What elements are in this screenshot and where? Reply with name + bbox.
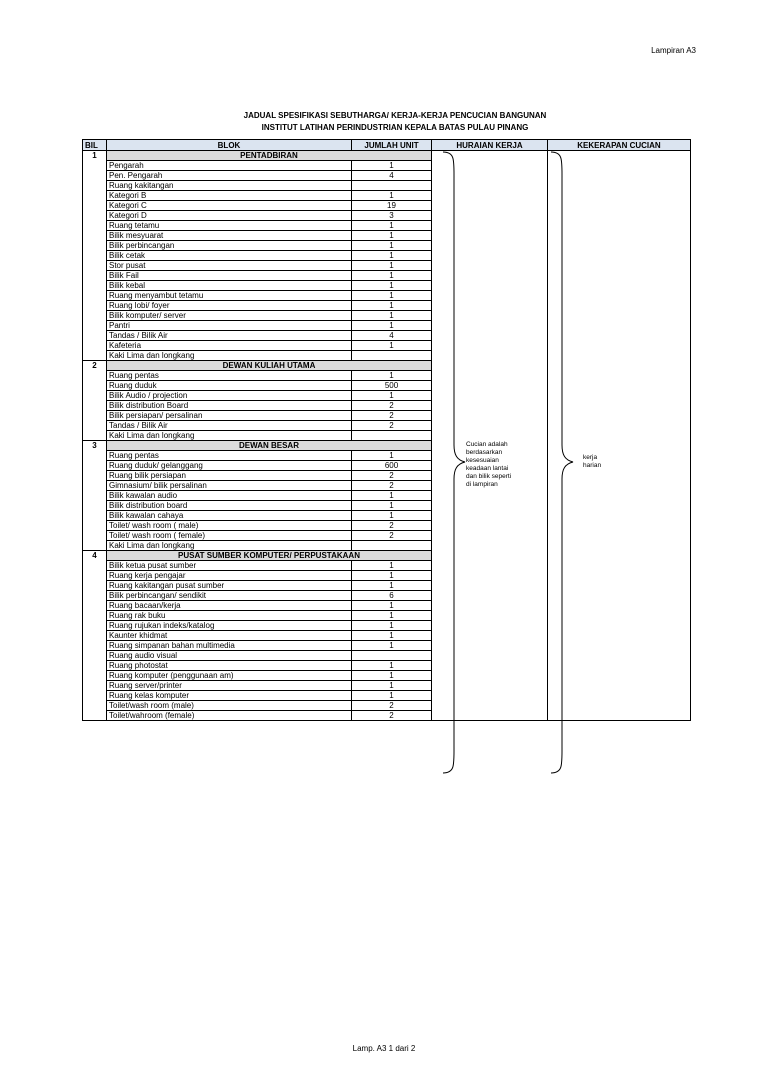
table-row <box>83 281 691 291</box>
section-number: 3 <box>83 441 107 451</box>
bil-cell <box>83 611 107 621</box>
bil-cell <box>83 531 107 541</box>
section-title: PENTADBIRAN <box>107 151 432 161</box>
kekerapan-note-line: kerja <box>583 454 598 461</box>
bil-cell <box>83 161 107 171</box>
column-header-blok: BLOK <box>107 140 352 151</box>
table-row <box>83 431 691 441</box>
column-header-jumlah-unit: JUMLAH UNIT <box>352 140 432 151</box>
unit-count: 2 <box>352 481 432 491</box>
unit-count: 1 <box>352 301 432 311</box>
unit-count: 1 <box>352 501 432 511</box>
room-name: Ruang kelas komputer <box>107 691 352 701</box>
bil-cell <box>83 381 107 391</box>
room-name: Pengarah <box>107 161 352 171</box>
room-name: Bilik cetak <box>107 251 352 261</box>
room-name: Bilik distribution Board <box>107 401 352 411</box>
room-name: Toilet/wahroom (female) <box>107 711 352 721</box>
table-row <box>83 391 691 401</box>
room-name: Ruang simpanan bahan multimedia <box>107 641 352 651</box>
room-name: Bilik ketua pusat sumber <box>107 561 352 571</box>
room-name: Tandas / Bilik Air <box>107 331 352 341</box>
unit-count: 4 <box>352 171 432 181</box>
room-name: Kafeteria <box>107 341 352 351</box>
unit-count: 6 <box>352 591 432 601</box>
kekerapan-note-line: harian <box>583 462 602 469</box>
table-row <box>83 541 691 551</box>
table-row <box>83 621 691 631</box>
table-row <box>83 211 691 221</box>
unit-count: 1 <box>352 641 432 651</box>
unit-count: 19 <box>352 201 432 211</box>
table-row <box>83 311 691 321</box>
bil-cell <box>83 641 107 651</box>
room-name: Kaunter khidmat <box>107 631 352 641</box>
section-title: DEWAN BESAR <box>107 441 432 451</box>
room-name: Ruang duduk/ gelanggang <box>107 461 352 471</box>
table-row <box>83 471 691 481</box>
room-name: Ruang kakitangan <box>107 181 352 191</box>
room-name: Bilik Fail <box>107 271 352 281</box>
bil-cell <box>83 301 107 311</box>
table-row <box>83 231 691 241</box>
huraian-note-line: berdasarkan <box>466 449 503 456</box>
bil-cell <box>83 591 107 601</box>
unit-count: 1 <box>352 191 432 201</box>
room-name: Ruang pentas <box>107 451 352 461</box>
table-row <box>83 201 691 211</box>
table-row <box>83 561 691 571</box>
table-row <box>83 161 691 171</box>
huraian-note-line: dan bilik seperti <box>466 473 512 480</box>
room-name: Bilik persiapan/ persalinan <box>107 411 352 421</box>
room-name: Gimnasium/ bilik persalinan <box>107 481 352 491</box>
room-name: Stor pusat <box>107 261 352 271</box>
unit-count: 1 <box>352 241 432 251</box>
bil-cell <box>83 371 107 381</box>
unit-count: 2 <box>352 701 432 711</box>
bil-cell <box>83 401 107 411</box>
bil-cell <box>83 581 107 591</box>
bil-cell <box>83 681 107 691</box>
table-row <box>83 251 691 261</box>
unit-count: 1 <box>352 161 432 171</box>
unit-count: 1 <box>352 661 432 671</box>
table-row <box>83 271 691 281</box>
bil-cell <box>83 271 107 281</box>
bil-cell <box>83 351 107 361</box>
table-body <box>83 151 691 721</box>
table-row <box>83 301 691 311</box>
unit-count: 1 <box>352 291 432 301</box>
bil-cell <box>83 391 107 401</box>
room-name: Ruang kerja pengajar <box>107 571 352 581</box>
column-header-kekerapan-cucian: KEKERAPAN CUCIAN <box>548 140 691 151</box>
bil-cell <box>83 511 107 521</box>
room-name: Kategori B <box>107 191 352 201</box>
section-row <box>83 441 691 451</box>
kekerapan-brace-icon <box>547 150 577 775</box>
room-name: Bilik komputer/ server <box>107 311 352 321</box>
table-row <box>83 571 691 581</box>
room-name: Bilik perbincangan <box>107 241 352 251</box>
room-name: Ruang tetamu <box>107 221 352 231</box>
table-row <box>83 521 691 531</box>
room-name: Pantri <box>107 321 352 331</box>
unit-count: 1 <box>352 251 432 261</box>
room-name: Kaki Lima dan longkang <box>107 541 352 551</box>
table-row <box>83 661 691 671</box>
table-row <box>83 421 691 431</box>
table-row <box>83 681 691 691</box>
section-row <box>83 361 691 371</box>
bil-cell <box>83 471 107 481</box>
table-row <box>83 601 691 611</box>
unit-count: 2 <box>352 711 432 721</box>
unit-count: 2 <box>352 521 432 531</box>
table-row <box>83 691 691 701</box>
unit-count: 1 <box>352 491 432 501</box>
huraian-note-line: kesesuaian <box>466 457 499 464</box>
room-name: Ruang bilik persiapan <box>107 471 352 481</box>
bil-cell <box>83 691 107 701</box>
kekerapan-cucian-note <box>583 454 601 470</box>
bil-cell <box>83 631 107 641</box>
bil-cell <box>83 171 107 181</box>
table-row <box>83 331 691 341</box>
bil-cell <box>83 451 107 461</box>
table-row <box>83 501 691 511</box>
room-name: Kaki Lima dan longkang <box>107 431 352 441</box>
table-row <box>83 631 691 641</box>
unit-count: 1 <box>352 221 432 231</box>
table-row <box>83 581 691 591</box>
table-row <box>83 591 691 601</box>
room-name: Ruang audio visual <box>107 651 352 661</box>
room-name: Bilik perbincangan/ sendikit <box>107 591 352 601</box>
appendix-label: Lampiran A3 <box>651 46 696 55</box>
bil-cell <box>83 241 107 251</box>
bil-cell <box>83 671 107 681</box>
unit-count: 1 <box>352 371 432 381</box>
bil-cell <box>83 461 107 471</box>
table-row <box>83 511 691 521</box>
unit-count <box>352 651 432 661</box>
huraian-brace-icon <box>439 150 469 775</box>
table-header-row <box>83 140 691 151</box>
bil-cell <box>83 211 107 221</box>
bil-cell <box>83 421 107 431</box>
bil-cell <box>83 281 107 291</box>
table-row <box>83 291 691 301</box>
room-name: Ruang pentas <box>107 371 352 381</box>
room-name: Ruang menyambut tetamu <box>107 291 352 301</box>
unit-count: 1 <box>352 231 432 241</box>
room-name: Ruang bacaan/kerja <box>107 601 352 611</box>
table-row <box>83 531 691 541</box>
room-name: Bilik kawalan audio <box>107 491 352 501</box>
bil-cell <box>83 491 107 501</box>
unit-count <box>352 181 432 191</box>
room-name: Bilik kebal <box>107 281 352 291</box>
bil-cell <box>83 261 107 271</box>
table-row <box>83 241 691 251</box>
room-name: Toilet/ wash room ( female) <box>107 531 352 541</box>
huraian-note-line: di lampiran <box>466 481 498 488</box>
room-name: Ruang kakitangan pusat sumber <box>107 581 352 591</box>
room-name: Bilik distribution board <box>107 501 352 511</box>
bil-cell <box>83 521 107 531</box>
table-row <box>83 711 691 721</box>
table-row <box>83 671 691 681</box>
huraian-note-line: Cucian adalah <box>466 441 508 448</box>
room-name: Ruang duduk <box>107 381 352 391</box>
bil-cell <box>83 701 107 711</box>
unit-count: 1 <box>352 271 432 281</box>
section-title: PUSAT SUMBER KOMPUTER/ PERPUSTAKAAN <box>107 551 432 561</box>
unit-count: 1 <box>352 671 432 681</box>
room-name: Ruang rak buku <box>107 611 352 621</box>
unit-count <box>352 351 432 361</box>
unit-count: 1 <box>352 621 432 631</box>
section-number: 2 <box>83 361 107 371</box>
table-row <box>83 351 691 361</box>
room-name: Ruang rujukan indeks/katalog <box>107 621 352 631</box>
room-name: Bilik kawalan cahaya <box>107 511 352 521</box>
table-row <box>83 261 691 271</box>
table-row <box>83 341 691 351</box>
unit-count: 2 <box>352 531 432 541</box>
specification-table <box>82 139 691 721</box>
bil-cell <box>83 221 107 231</box>
unit-count: 1 <box>352 391 432 401</box>
bil-cell <box>83 481 107 491</box>
huraian-kerja-note <box>466 441 511 489</box>
bil-cell <box>83 321 107 331</box>
unit-count: 600 <box>352 461 432 471</box>
table-row <box>83 641 691 651</box>
table-row <box>83 371 691 381</box>
bil-cell <box>83 331 107 341</box>
page-number: Lamp. A3 1 dari 2 <box>352 1044 416 1053</box>
table-row <box>83 701 691 711</box>
section-number: 1 <box>83 151 107 161</box>
bil-cell <box>83 201 107 211</box>
unit-count: 1 <box>352 611 432 621</box>
unit-count: 1 <box>352 281 432 291</box>
unit-count: 2 <box>352 471 432 481</box>
room-name: Kaki Lima dan longkang <box>107 351 352 361</box>
unit-count: 1 <box>352 631 432 641</box>
table-row <box>83 491 691 501</box>
table-row <box>83 171 691 181</box>
huraian-note-line: keadaan lantai <box>466 465 509 472</box>
unit-count: 1 <box>352 451 432 461</box>
room-name: Bilik Audio / projection <box>107 391 352 401</box>
bil-cell <box>83 621 107 631</box>
room-name: Ruang lobi/ foyer <box>107 301 352 311</box>
table-row <box>83 481 691 491</box>
section-row <box>83 151 691 161</box>
unit-count: 1 <box>352 261 432 271</box>
bil-cell <box>83 661 107 671</box>
bil-cell <box>83 711 107 721</box>
room-name: Ruang photostat <box>107 661 352 671</box>
unit-count: 500 <box>352 381 432 391</box>
bil-cell <box>83 191 107 201</box>
unit-count: 3 <box>352 211 432 221</box>
room-name: Ruang server/printer <box>107 681 352 691</box>
unit-count: 2 <box>352 411 432 421</box>
room-name: Ruang komputer (penggunaan am) <box>107 671 352 681</box>
room-name: Toilet/ wash room ( male) <box>107 521 352 531</box>
unit-count: 1 <box>352 601 432 611</box>
table-row <box>83 611 691 621</box>
unit-count: 1 <box>352 681 432 691</box>
unit-count: 1 <box>352 321 432 331</box>
bil-cell <box>83 541 107 551</box>
unit-count: 1 <box>352 571 432 581</box>
column-header-bil: BIL <box>83 140 107 151</box>
bil-cell <box>83 291 107 301</box>
section-row <box>83 551 691 561</box>
section-number: 4 <box>83 551 107 561</box>
room-name: Kategori D <box>107 211 352 221</box>
bil-cell <box>83 311 107 321</box>
bil-cell <box>83 601 107 611</box>
unit-count <box>352 541 432 551</box>
table-row <box>83 411 691 421</box>
section-title: DEWAN KULIAH UTAMA <box>107 361 432 371</box>
unit-count: 2 <box>352 421 432 431</box>
table-row <box>83 181 691 191</box>
room-name: Kategori C <box>107 201 352 211</box>
unit-count: 1 <box>352 691 432 701</box>
document-title: JADUAL SPESIFIKASI SEBUTHARGA/ KERJA-KERJA PENCUCIAN BANGUNAN <box>243 111 547 120</box>
bil-cell <box>83 431 107 441</box>
bil-cell <box>83 561 107 571</box>
bil-cell <box>83 501 107 511</box>
bil-cell <box>83 251 107 261</box>
table-row <box>83 321 691 331</box>
unit-count: 1 <box>352 311 432 321</box>
room-name: Tandas / Bilik Air <box>107 421 352 431</box>
table-row <box>83 401 691 411</box>
unit-count: 1 <box>352 341 432 351</box>
unit-count: 1 <box>352 581 432 591</box>
room-name: Pen. Pengarah <box>107 171 352 181</box>
document-subtitle: INSTITUT LATIHAN PERINDUSTRIAN KEPALA BATAS PULAU PINANG <box>261 123 529 132</box>
room-name: Bilik mesyuarat <box>107 231 352 241</box>
bil-cell <box>83 411 107 421</box>
unit-count: 1 <box>352 511 432 521</box>
bil-cell <box>83 231 107 241</box>
bil-cell <box>83 181 107 191</box>
column-header-huraian-kerja: HURAIAN KERJA <box>432 140 548 151</box>
bil-cell <box>83 571 107 581</box>
table-row <box>83 221 691 231</box>
unit-count: 4 <box>352 331 432 341</box>
unit-count: 1 <box>352 561 432 571</box>
table-row <box>83 381 691 391</box>
unit-count <box>352 431 432 441</box>
table-row <box>83 191 691 201</box>
table-row <box>83 651 691 661</box>
bil-cell <box>83 341 107 351</box>
room-name: Toilet/wash room (male) <box>107 701 352 711</box>
unit-count: 2 <box>352 401 432 411</box>
bil-cell <box>83 651 107 661</box>
